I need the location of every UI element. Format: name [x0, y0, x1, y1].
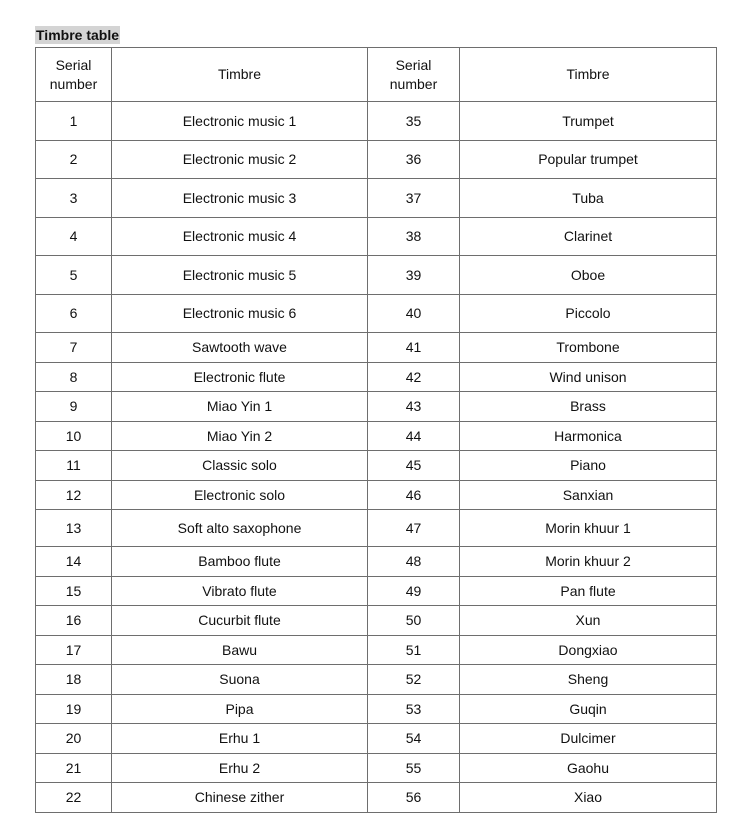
timbre-cell: Trumpet	[460, 102, 717, 141]
table-row	[36, 179, 717, 218]
serial-cell: 39	[368, 256, 460, 295]
table-row	[36, 102, 717, 141]
timbre-cell: Electronic solo	[112, 480, 368, 510]
serial-cell: 16	[36, 606, 112, 636]
serial-cell: 20	[36, 724, 112, 754]
serial-cell: 56	[368, 783, 460, 813]
serial-cell: 48	[368, 547, 460, 577]
serial-cell: 7	[36, 333, 112, 363]
table-row	[36, 392, 717, 422]
timbre-cell: Electronic music 4	[112, 217, 368, 256]
serial-cell: 11	[36, 451, 112, 481]
serial-cell: 18	[36, 665, 112, 695]
timbre-cell: Guqin	[460, 694, 717, 724]
timbre-cell: Erhu 1	[112, 724, 368, 754]
serial-cell: 38	[368, 217, 460, 256]
timbre-cell: Pipa	[112, 694, 368, 724]
timbre-cell: Brass	[460, 392, 717, 422]
timbre-cell: Xiao	[460, 783, 717, 813]
table-row	[36, 256, 717, 295]
timbre-cell: Morin khuur 1	[460, 510, 717, 547]
timbre-cell: Harmonica	[460, 421, 717, 451]
timbre-cell: Electronic music 1	[112, 102, 368, 141]
timbre-cell: Erhu 2	[112, 753, 368, 783]
serial-cell: 1	[36, 102, 112, 141]
timbre-cell: Xun	[460, 606, 717, 636]
timbre-cell: Electronic music 5	[112, 256, 368, 295]
serial-cell: 8	[36, 362, 112, 392]
serial-cell: 14	[36, 547, 112, 577]
header-serial-number: Serial number	[36, 48, 112, 102]
timbre-cell: Bamboo flute	[112, 547, 368, 577]
table-row	[36, 753, 717, 783]
table-row	[36, 217, 717, 256]
header-timbre: Timbre	[112, 48, 368, 102]
serial-cell: 12	[36, 480, 112, 510]
serial-cell: 51	[368, 635, 460, 665]
serial-cell: 43	[368, 392, 460, 422]
timbre-cell: Wind unison	[460, 362, 717, 392]
serial-cell: 21	[36, 753, 112, 783]
timbre-cell: Electronic music 3	[112, 179, 368, 218]
serial-cell: 22	[36, 783, 112, 813]
timbre-cell: Oboe	[460, 256, 717, 295]
serial-cell: 17	[36, 635, 112, 665]
serial-cell: 3	[36, 179, 112, 218]
serial-cell: 37	[368, 179, 460, 218]
serial-cell: 9	[36, 392, 112, 422]
header-serial-number: Serial number	[368, 48, 460, 102]
table-row	[36, 783, 717, 813]
timbre-cell: Electronic music 6	[112, 294, 368, 333]
serial-cell: 10	[36, 421, 112, 451]
table-row	[36, 510, 717, 547]
table-row	[36, 576, 717, 606]
table-row	[36, 724, 717, 754]
timbre-cell: Popular trumpet	[460, 140, 717, 179]
timbre-table	[35, 47, 717, 813]
timbre-cell: Sawtooth wave	[112, 333, 368, 363]
serial-cell: 46	[368, 480, 460, 510]
serial-cell: 15	[36, 576, 112, 606]
serial-cell: 52	[368, 665, 460, 695]
serial-cell: 6	[36, 294, 112, 333]
table-row	[36, 140, 717, 179]
timbre-cell: Piano	[460, 451, 717, 481]
table-row	[36, 294, 717, 333]
serial-cell: 49	[368, 576, 460, 606]
timbre-cell: Miao Yin 2	[112, 421, 368, 451]
timbre-cell: Sanxian	[460, 480, 717, 510]
table-row	[36, 635, 717, 665]
serial-cell: 53	[368, 694, 460, 724]
serial-cell: 44	[368, 421, 460, 451]
serial-cell: 50	[368, 606, 460, 636]
timbre-cell: Dongxiao	[460, 635, 717, 665]
timbre-cell: Miao Yin 1	[112, 392, 368, 422]
timbre-cell: Gaohu	[460, 753, 717, 783]
timbre-cell: Chinese zither	[112, 783, 368, 813]
table-row	[36, 333, 717, 363]
serial-cell: 2	[36, 140, 112, 179]
table-row	[36, 362, 717, 392]
timbre-cell: Sheng	[460, 665, 717, 695]
table-row	[36, 421, 717, 451]
serial-cell: 47	[368, 510, 460, 547]
serial-cell: 40	[368, 294, 460, 333]
table-row	[36, 547, 717, 577]
timbre-cell: Classic solo	[112, 451, 368, 481]
table-row	[36, 606, 717, 636]
table-row	[36, 451, 717, 481]
timbre-cell: Morin khuur 2	[460, 547, 717, 577]
table-row	[36, 665, 717, 695]
table-row	[36, 480, 717, 510]
timbre-cell: Soft alto saxophone	[112, 510, 368, 547]
serial-cell: 13	[36, 510, 112, 547]
serial-cell: 35	[368, 102, 460, 141]
serial-cell: 55	[368, 753, 460, 783]
table-row	[36, 694, 717, 724]
serial-cell: 4	[36, 217, 112, 256]
timbre-cell: Electronic music 2	[112, 140, 368, 179]
serial-cell: 5	[36, 256, 112, 295]
table-title: Timbre table	[36, 27, 119, 43]
serial-cell: 54	[368, 724, 460, 754]
serial-cell: 42	[368, 362, 460, 392]
timbre-cell: Tuba	[460, 179, 717, 218]
serial-cell: 41	[368, 333, 460, 363]
header-timbre: Timbre	[460, 48, 717, 102]
timbre-cell: Electronic flute	[112, 362, 368, 392]
serial-cell: 19	[36, 694, 112, 724]
timbre-cell: Dulcimer	[460, 724, 717, 754]
timbre-cell: Trombone	[460, 333, 717, 363]
timbre-cell: Clarinet	[460, 217, 717, 256]
timbre-cell: Suona	[112, 665, 368, 695]
timbre-cell: Cucurbit flute	[112, 606, 368, 636]
serial-cell: 36	[368, 140, 460, 179]
serial-cell: 45	[368, 451, 460, 481]
timbre-cell: Bawu	[112, 635, 368, 665]
timbre-cell: Piccolo	[460, 294, 717, 333]
timbre-cell: Pan flute	[460, 576, 717, 606]
header-row	[36, 48, 717, 102]
timbre-cell: Vibrato flute	[112, 576, 368, 606]
